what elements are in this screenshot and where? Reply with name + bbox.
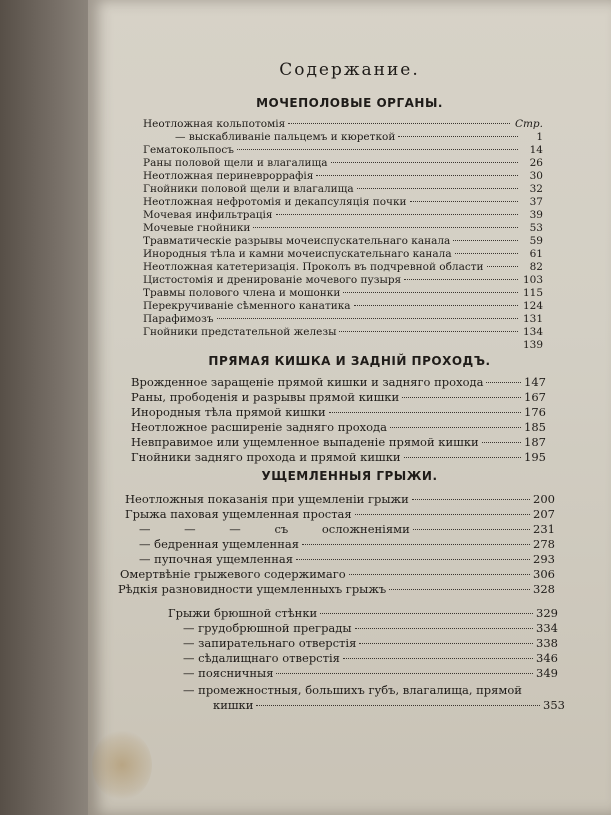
toc-entry: кишки 353 [213, 698, 565, 712]
toc-entry: Неотложная периневроррафія 30 [143, 170, 543, 182]
toc-entry: Неотложная катетеризація. Проколъ въ подчревной области 82 [143, 261, 543, 273]
toc-entry: — грудобрюшной преграды 334 [183, 621, 558, 635]
toc-entry: Мочевая инфильтрація 39 [143, 209, 543, 221]
page-title: Содержание. [279, 60, 420, 80]
toc-entry: — запирательнаго отверстія 338 [183, 636, 558, 650]
section-heading-rectum: ПРЯМАЯ КИШКА И ЗАДНІЙ ПРОХОДЪ. [208, 354, 491, 368]
toc-entry: Парафимозъ 131 [143, 313, 543, 325]
toc-entry: Инородныя тѣла и камни мочеиспускательнаго канала 61 [143, 248, 543, 260]
toc-entry: Цистостомія и дренированіе мочевого пузыря 103 [143, 274, 543, 286]
toc-entry: Инородныя тѣла прямой кишки 176 [131, 405, 546, 419]
toc-entry: Раны, прободенія и разрывы прямой кишки 167 [131, 390, 546, 404]
toc-entry: — бедренная ущемленная 278 [139, 537, 555, 551]
toc-entry: Гематокольпосъ 14 [143, 144, 543, 156]
section-heading-genitourinary: МОЧЕПОЛОВЫЕ ОРГАНЫ. [256, 96, 443, 110]
toc-entry: Гнойники задняго прохода и прямой кишки 195 [131, 450, 546, 464]
toc-entry: Омертвѣніе грыжевого содержимаго 306 [120, 567, 555, 581]
toc-entry: Грыжа паховая ущемленная простая 207 [125, 507, 555, 521]
toc-entry: 139 [522, 339, 543, 351]
page-column-header: Стр. [514, 118, 543, 130]
toc-entry: Перекручиваніе сѣменного канатика 124 [143, 300, 543, 312]
toc-entry: Невправимое или ущемленное выпаденіе прямой кишки 187 [131, 435, 546, 449]
toc-entry: Рѣдкія разновидности ущемленныхъ грыжъ 328 [118, 582, 555, 596]
toc-entry: — промежностныя, большихъ губъ, влагалища, прямой [183, 683, 522, 697]
toc-entry: Гнойники предстательной железы 134 [143, 326, 543, 338]
book-spine-edge [0, 0, 88, 815]
toc-entry: Травматическіе разрывы мочеиспускательнаго канала 59 [143, 235, 543, 247]
toc-entry: — сѣдалищнаго отверстія 346 [183, 651, 558, 665]
toc-entry: — выскабливаніе пальцемъ и кюреткой 1 [175, 131, 543, 143]
book-page [88, 0, 611, 815]
toc-entry: Врожденное заращеніе прямой кишки и задняго прохода 147 [131, 375, 546, 389]
toc-entry: Грыжи брюшной стѣнки 329 [168, 606, 558, 620]
toc-entry: Раны половой щели и влагалища 26 [143, 157, 543, 169]
toc-entry: — — — съ осложненіями 231 [139, 522, 555, 536]
section-heading-hernias: УЩЕМЛЕННЫЯ ГРЫЖИ. [261, 469, 438, 483]
toc-entry: Неотложная кольпотомія Стр. [143, 118, 543, 130]
toc-entry: Неотложное расширеніе задняго прохода 185 [131, 420, 546, 434]
toc-entry: — поясничныя 349 [183, 666, 558, 680]
toc-entry: Травмы полового члена и мошонки 115 [143, 287, 543, 299]
toc-entry: — пупочная ущемленная 293 [139, 552, 555, 566]
paper-stain [92, 730, 152, 800]
toc-entry: Неотложная нефротомія и декапсуляція почки 37 [143, 196, 543, 208]
toc-entry: Гнойники половой щели и влагалища 32 [143, 183, 543, 195]
toc-entry: Мочевые гнойники 53 [143, 222, 543, 234]
toc-entry: Неотложныя показанія при ущемленіи грыжи 200 [125, 492, 555, 506]
